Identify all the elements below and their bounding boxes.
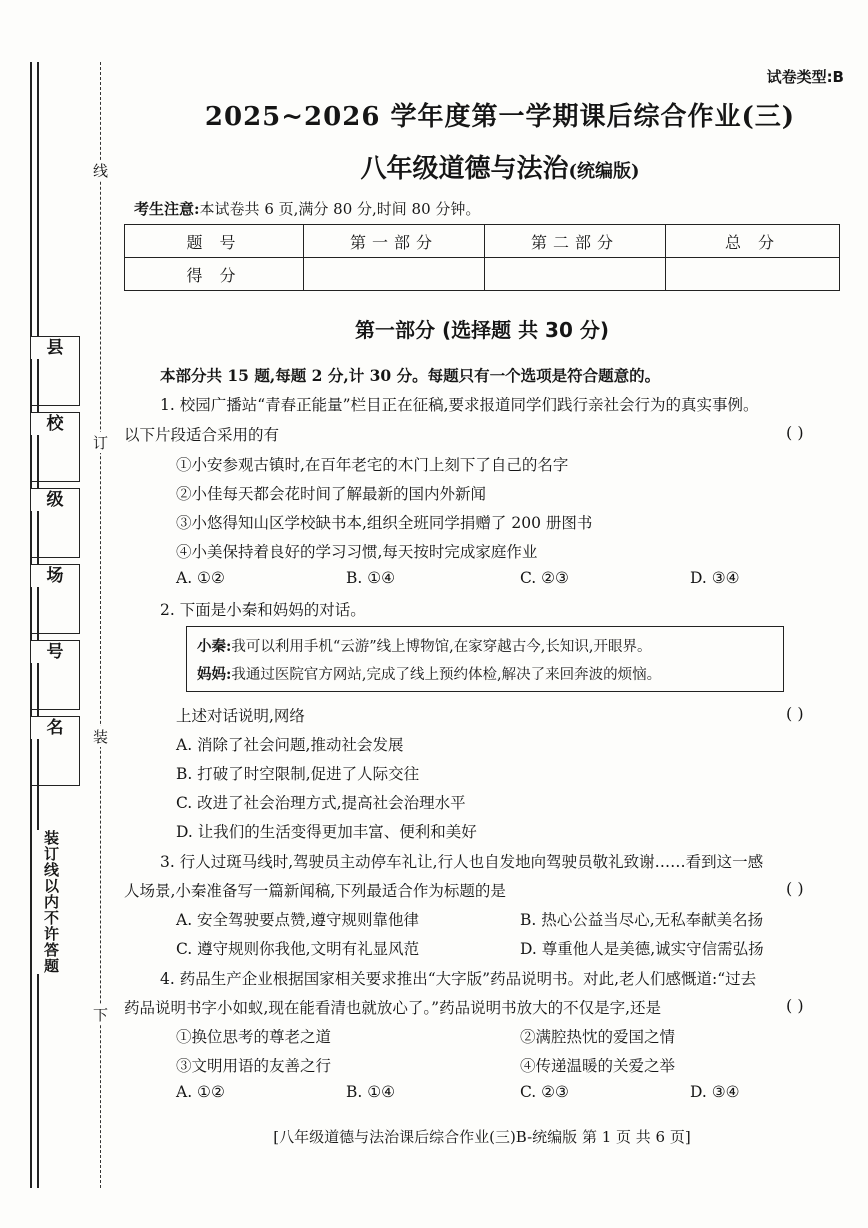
q3-answer-paren[interactable]: ( ) — [786, 879, 804, 898]
q1-statement-2: ②小佳每天都会花时间了解最新的国内外新闻 — [176, 485, 487, 503]
binding-char-zhuang: 装 — [93, 728, 109, 746]
notice-label: 考生注意: — [134, 200, 200, 218]
subject-name: 八年级道德与法治 — [360, 154, 569, 184]
q1-answer-paren[interactable]: ( ) — [786, 423, 804, 442]
q2-option-c[interactable]: C. 改进了社会治理方式,提高社会治理水平 — [176, 794, 466, 812]
page-title: 2025~2026 学年度第一学期课后综合作业(三) — [204, 102, 796, 132]
score-table — [124, 224, 840, 291]
q1-stem-line1: 1. 校园广播站“青春正能量”栏目正在征稿,要求报道同学们践行亲社会行为的真实事例。 — [160, 396, 759, 414]
q2-dialog-line1 — [197, 635, 652, 656]
q1-statement-3: ③小悠得知山区学校缺书本,组织全班同学捐赠了 200 册图书 — [176, 514, 593, 532]
q2-speaker-1: 小秦: — [197, 638, 232, 655]
q2-dialog-line2 — [197, 663, 661, 684]
q4-statement-4: ④传递温暖的关爱之举 — [520, 1057, 676, 1075]
q4-option-a[interactable]: A. ①② — [176, 1083, 225, 1101]
q2-option-b[interactable]: B. 打破了时空限制,促进了人际交往 — [176, 765, 420, 783]
score-table-header-row — [125, 225, 840, 258]
score-row-label: 得 分 — [125, 258, 304, 291]
field-exam-room-blank[interactable] — [30, 587, 80, 634]
student-info-fields — [30, 336, 80, 792]
field-class-blank[interactable] — [30, 511, 80, 558]
q3-stem-line1: 3. 行人过斑马线时,驾驶员主动停车礼让,行人也自发地向驾驶员敬礼致谢……看到这一感 — [160, 853, 764, 871]
field-seat-number-blank[interactable] — [30, 663, 80, 710]
q4-option-c[interactable]: C. ②③ — [520, 1083, 569, 1101]
score-cell-total[interactable] — [666, 258, 840, 291]
q4-stem-line1: 4. 药品生产企业根据国家相关要求推出“大字版”药品说明书。对此,老人们感慨道:“过去 — [160, 970, 757, 988]
exam-type-label: 试卷类型:B — [766, 68, 844, 86]
score-header-question-no: 题 号 — [125, 225, 304, 258]
field-name: 名 — [30, 716, 80, 739]
score-cell-part1[interactable] — [304, 258, 485, 291]
q2-speaker-2: 妈妈: — [197, 666, 232, 683]
q4-option-d[interactable]: D. ③④ — [690, 1083, 740, 1101]
q1-option-d[interactable]: D. ③④ — [690, 569, 740, 587]
score-cell-part2[interactable] — [485, 258, 666, 291]
field-county-blank[interactable] — [30, 359, 80, 406]
q4-answer-paren[interactable]: ( ) — [786, 996, 804, 1015]
q1-option-c[interactable]: C. ②③ — [520, 569, 569, 587]
q1-stem-line2: 以下片段适合采用的有 — [124, 426, 280, 444]
binding-warning-text: 装订线以内不许答题 — [37, 830, 59, 974]
q2-option-a[interactable]: A. 消除了社会问题,推动社会发展 — [176, 736, 404, 754]
q2-answer-paren[interactable]: ( ) — [786, 704, 804, 723]
binding-char-xia: 下 — [93, 1006, 109, 1024]
field-county: 县 — [30, 336, 80, 359]
field-school: 校 — [30, 412, 80, 435]
q3-option-d[interactable]: D. 尊重他人是美德,诚实守信需弘扬 — [520, 940, 764, 958]
q4-statement-3: ③文明用语的友善之行 — [176, 1057, 332, 1075]
q2-dialog-text-1: 我可以利用手机“云游”线上博物馆,在家穿越古今,长知识,开眼界。 — [231, 639, 652, 655]
field-exam-room: 场 — [30, 564, 80, 587]
score-header-part2: 第二部分 — [485, 225, 666, 258]
q1-option-a[interactable]: A. ①② — [176, 569, 225, 587]
q2-stem: 2. 下面是小秦和妈妈的对话。 — [160, 601, 366, 619]
q2-dialog-box — [186, 626, 784, 692]
binding-char-xian: 线 — [93, 162, 109, 180]
binding-char-ding: 订 — [93, 434, 109, 452]
field-name-blank[interactable] — [30, 739, 80, 786]
q3-option-a[interactable]: A. 安全驾驶要点赞,遵守规则靠他律 — [176, 911, 419, 929]
q2-dialog-text-2: 我通过医院官方网站,完成了线上预约体检,解决了来回奔波的烦恼。 — [231, 667, 662, 683]
q2-prompt: 上述对话说明,网络 — [176, 707, 305, 725]
q3-option-c[interactable]: C. 遵守规则你我他,文明有礼显风范 — [176, 940, 420, 958]
q3-option-b[interactable]: B. 热心公益当尽心,无私奉献美名扬 — [520, 911, 764, 929]
exam-notice — [134, 198, 480, 219]
q2-option-d[interactable]: D. 让我们的生活变得更加丰富、便利和美好 — [176, 823, 477, 841]
edition-label: (统编版) — [568, 161, 640, 182]
q1-statement-1: ①小安参观古镇时,在百年老宅的木门上刻下了自己的名字 — [176, 456, 569, 474]
subject-title — [150, 148, 850, 185]
field-school-blank[interactable] — [30, 435, 80, 482]
notice-text: 本试卷共 6 页,满分 80 分,时间 80 分钟。 — [199, 200, 481, 218]
score-header-total: 总 分 — [666, 225, 840, 258]
score-table-score-row — [125, 258, 840, 291]
q4-option-b[interactable]: B. ①④ — [346, 1083, 396, 1101]
q1-option-b[interactable]: B. ①④ — [346, 569, 396, 587]
q4-stem-line2: 药品说明书字小如蚁,现在能看清也就放心了。”药品说明书放大的不仅是字,还是 — [124, 999, 662, 1017]
page-footer: [八年级道德与法治课后综合作业(三)B-统编版 第 1 页 共 6 页] — [273, 1128, 691, 1146]
q4-statement-2: ②满腔热忱的爱国之情 — [520, 1028, 676, 1046]
q4-statement-1: ①换位思考的尊老之道 — [176, 1028, 332, 1046]
field-class: 级 — [30, 488, 80, 511]
field-seat-number: 号 — [30, 640, 80, 663]
q3-stem-line2: 人场景,小秦准备写一篇新闻稿,下列最适合作为标题的是 — [124, 882, 506, 900]
q1-statement-4: ④小美保持着良好的学习习惯,每天按时完成家庭作业 — [176, 543, 538, 561]
score-header-part1: 第一部分 — [304, 225, 485, 258]
section-title: 第一部分 (选择题 共 30 分) — [355, 318, 609, 342]
section-instruction: 本部分共 15 题,每题 2 分,计 30 分。每题只有一个选项是符合题意的。 — [160, 366, 661, 385]
